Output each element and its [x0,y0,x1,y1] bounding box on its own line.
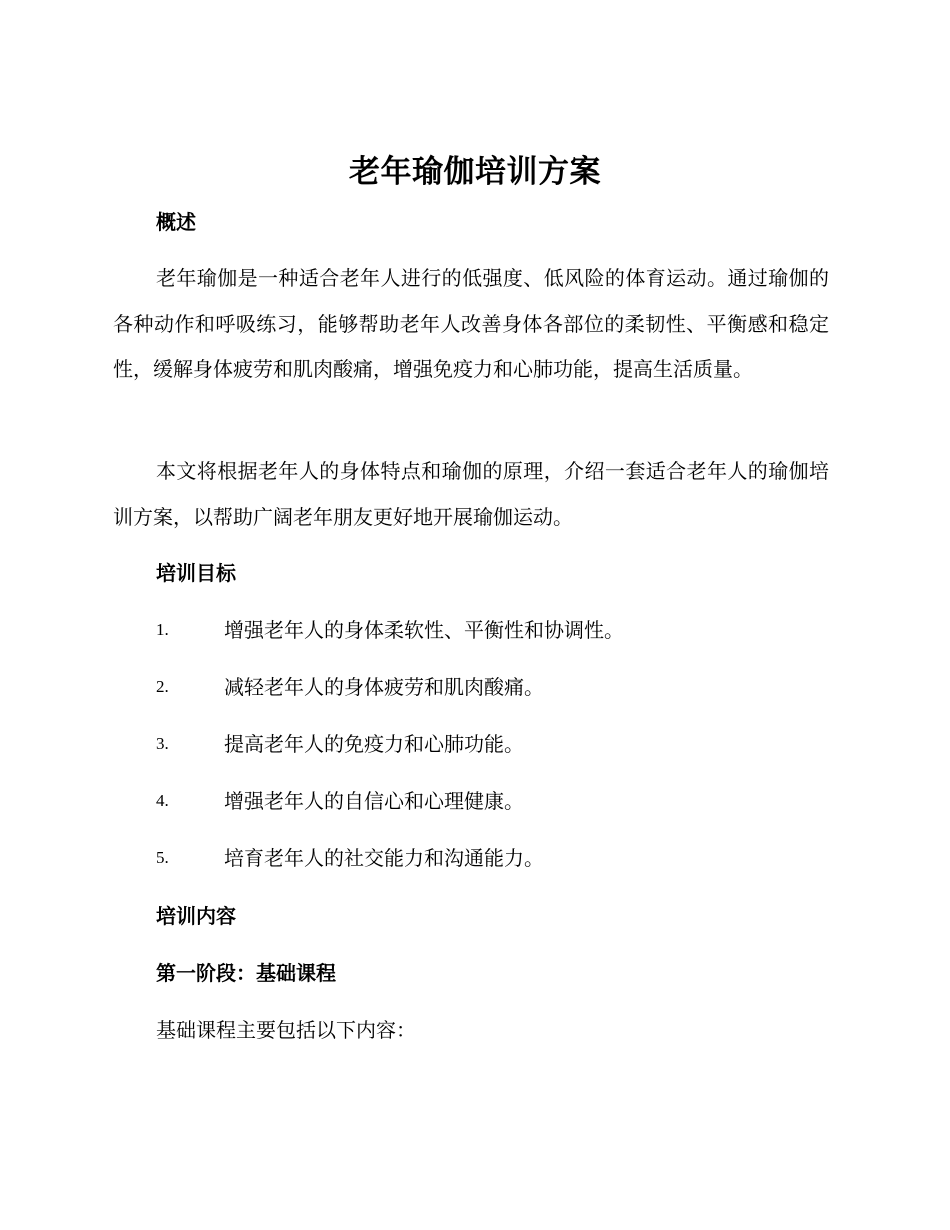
goal-text: 减轻老年人的身体疲劳和肌肉酸痛。 [224,675,544,699]
list-number: 1. [156,620,169,639]
overview-heading: 概述 [156,210,196,234]
goal-text: 提高老年人的免疫力和心肺功能。 [224,732,524,756]
goal-text: 增强老年人的身体柔软性、平衡性和协调性。 [224,618,624,642]
goals-heading: 培训目标 [156,561,236,585]
overview-paragraph-2: 本文将根据老年人的身体特点和瑜伽的原理，介绍一套适合老年人的瑜伽培训方案，以帮助广阔老年朋友更好地开展瑜伽运动。 [113,459,829,529]
content-heading: 培训内容 [156,904,236,928]
list-number: 2. [156,677,169,696]
stage1-intro: 基础课程主要包括以下内容： [156,1018,416,1042]
list-number: 5. [156,848,169,867]
goal-text: 增强老年人的自信心和心理健康。 [224,789,524,813]
list-number: 4. [156,791,169,810]
document-title: 老年瑜伽培训方案 [349,154,601,190]
goal-text: 培育老年人的社交能力和沟通能力。 [224,846,544,870]
stage1-heading: 第一阶段：基础课程 [156,961,336,985]
overview-paragraph-1: 老年瑜伽是一种适合老年人进行的低强度、低风险的体育运动。通过瑜伽的各种动作和呼吸练习，能够帮助老年人改善身体各部位的柔韧性、平衡感和稳定性，缓解身体疲劳和肌肉酸痛，增强免疫力和心肺功能，提高生活质量。 [113,266,829,381]
list-number: 3. [156,734,169,753]
